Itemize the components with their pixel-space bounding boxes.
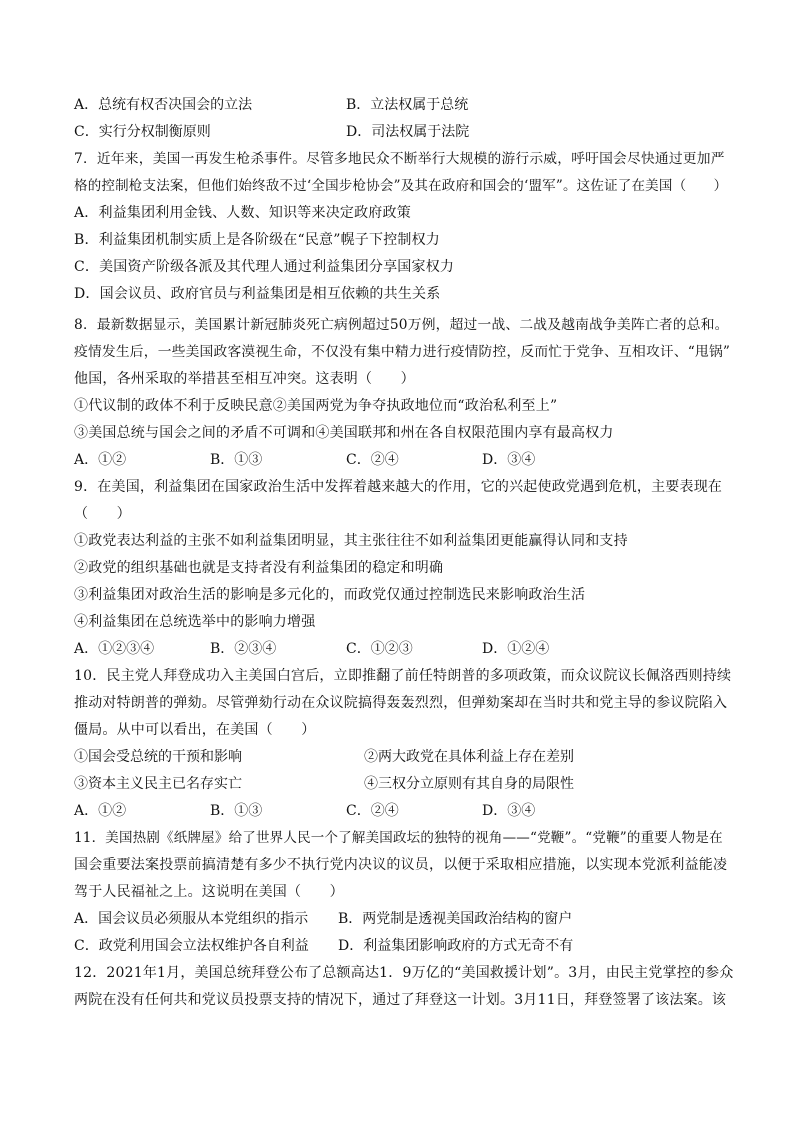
- q7-stem-line-2: 格的控制枪支法案，但他们始终敌不过‘全国步枪协会”及其在政府和国会的‘盟军”。这佐证了在美国（ ）: [74, 178, 728, 194]
- q9-option-a: A．①②③④: [74, 641, 155, 657]
- q7-stem-line-1: 7．近年来，美国一再发生枪杀事件。尽管多地民众不断举行大规模的游行示威，呼吁国会尽快通过更加严: [74, 151, 725, 167]
- q11-options-row-2: [74, 934, 734, 958]
- q11-stem-line-1: 11．美国热剧《纸牌屋》给了世界人民一个了解美国政坛的独特的视角——“党鞭”。“党鞭”的重要人物是在: [74, 830, 723, 846]
- q7-option-c: C．美国资产阶级各派及其代理人通过利益集团分享国家权力: [74, 259, 455, 275]
- q10-statements-row-2: [74, 772, 734, 796]
- q7-option-d: D．国会议员、政府官员与利益集团是相互依赖的共生关系: [74, 286, 441, 302]
- q6-options-row-1: [74, 93, 734, 117]
- q10-option-a: A．①②: [74, 803, 127, 819]
- q9-stem-line-1: 9．在美国，利益集团在国家政治生活中发挥着越来越大的作用，它的兴起使政党遇到危机，主要表现在: [74, 479, 723, 495]
- q8-stem-line-3: 他国，各州采取的举措甚至相互冲突。这表明（ ）: [74, 371, 415, 387]
- q10-statement-2: ②两大政党在具体利益上存在差别: [364, 749, 574, 765]
- q8-option-d: D．③④: [482, 452, 536, 468]
- q9-stem-line-2: （ ）: [74, 506, 131, 522]
- q6-option-a: A．总统有权否决国会的立法: [74, 97, 253, 113]
- q11-option-c: C．政党利用国会立法权维护各自利益: [74, 938, 309, 954]
- q10-option-c: C．②④: [346, 803, 399, 819]
- q10-options-row: [74, 799, 734, 823]
- q9-option-c: C．①②③: [346, 641, 413, 657]
- q9-option-b: B．②③④: [210, 641, 277, 657]
- q8-stem-line-1: 8．最新数据显示，美国累计新冠肺炎死亡病例超过50万例，超过一战、二战及越南战争美阵亡者的总和。: [74, 317, 729, 333]
- q10-stem-line-1: 10．民主党人拜登成功入主美国白宫后，立即推翻了前任特朗普的多项政策，而众议院议长佩洛西则持续: [74, 668, 732, 684]
- q9-statement-4: ④利益集团在总统选举中的影响力增强: [74, 614, 316, 630]
- q9-option-d: D．①②④: [482, 641, 550, 657]
- q10-statement-4: ④三权分立原则有其自身的局限性: [364, 776, 574, 792]
- q11-stem-line-3: 驾于人民福祉之上。这说明在美国（ ）: [74, 884, 344, 900]
- q9-statement-1: ①政党表达利益的主张不如利益集团明显，其主张往往不如利益集团更能赢得认同和支持: [74, 533, 628, 549]
- q11-option-b: B．两党制是透视美国政治结构的窗户: [338, 911, 573, 927]
- q10-stem-line-2: 推动对特朗普的弹劾。尽管弹劾行动在众议院搞得轰轰烈烈，但弹劾案却在当时共和党主导的参议院陷入: [74, 695, 728, 711]
- q8-stem-line-2: 疫情发生后，一些美国政客漠视生命，不仅没有集中精力进行疫情防控，反而忙于党争、互相攻讦、“甩锅”: [74, 344, 731, 360]
- q11-stem-line-2: 国会重要法案投票前搞清楚有多少不执行党内决议的议员，以便于采取相应措施，以实现本党派利益能凌: [74, 857, 728, 873]
- q11-option-d: D．利益集团影响政府的方式无奇不有: [338, 938, 574, 954]
- q10-option-d: D．③④: [482, 803, 536, 819]
- q6-option-b: B．立法权属于总统: [346, 97, 469, 113]
- q10-statement-1: ①国会受总统的干预和影响: [74, 749, 242, 765]
- q10-option-b: B．①③: [210, 803, 263, 819]
- q11-options-row-1: [74, 907, 734, 931]
- q6-option-c: C．实行分权制衡原则: [74, 124, 211, 140]
- q6-options-row-2: [74, 120, 734, 144]
- q8-option-b: B．①③: [210, 452, 263, 468]
- q6-option-d: D．司法权属于法院: [346, 124, 470, 140]
- q7-option-a: A．利益集团利用金钱、人数、知识等来决定政府政策: [74, 205, 411, 221]
- q11-option-a: A．国会议员必须服从本党组织的指示: [74, 911, 309, 927]
- q9-statement-3: ③利益集团对政治生活的影响是多元化的，而政党仅通过控制选民来影响政治生活: [74, 587, 586, 603]
- q10-statement-3: ③资本主义民主已名存实亡: [74, 776, 242, 792]
- q8-statement-line-2: ③美国总统与国会之间的矛盾不可调和④美国联邦和州在各自权限范围内享有最高权力: [74, 425, 614, 441]
- q8-option-a: A．①②: [74, 452, 127, 468]
- q9-options-row: [74, 637, 734, 661]
- q9-statement-2: ②政党的组织基础也就是支持者没有利益集团的稳定和明确: [74, 560, 444, 576]
- q7-option-b: B．利益集团机制实质上是各阶级在“民意”幌子下控制权力: [74, 232, 441, 248]
- q10-statements-row-1: [74, 745, 734, 769]
- q12-stem-line-2: 两院在没有任何共和党议员投票支持的情况下，通过了拜登这一计划。3月11日，拜登签署了该法案。该: [74, 992, 727, 1008]
- q12-stem-line-1: 12．2021年1月，美国总统拜登公布了总额高达1．9万亿的“美国救援计划”。3月，由民主党掌控的参众: [74, 965, 734, 981]
- q8-options-row: [74, 448, 734, 472]
- q8-option-c: C．②④: [346, 452, 399, 468]
- q8-statement-line-1: ①代议制的政体不利于反映民意②美国两党为争夺执政地位而“政治私利至上”: [74, 398, 558, 414]
- q10-stem-line-3: 僵局。从中可以看出，在美国（ ）: [74, 722, 316, 738]
